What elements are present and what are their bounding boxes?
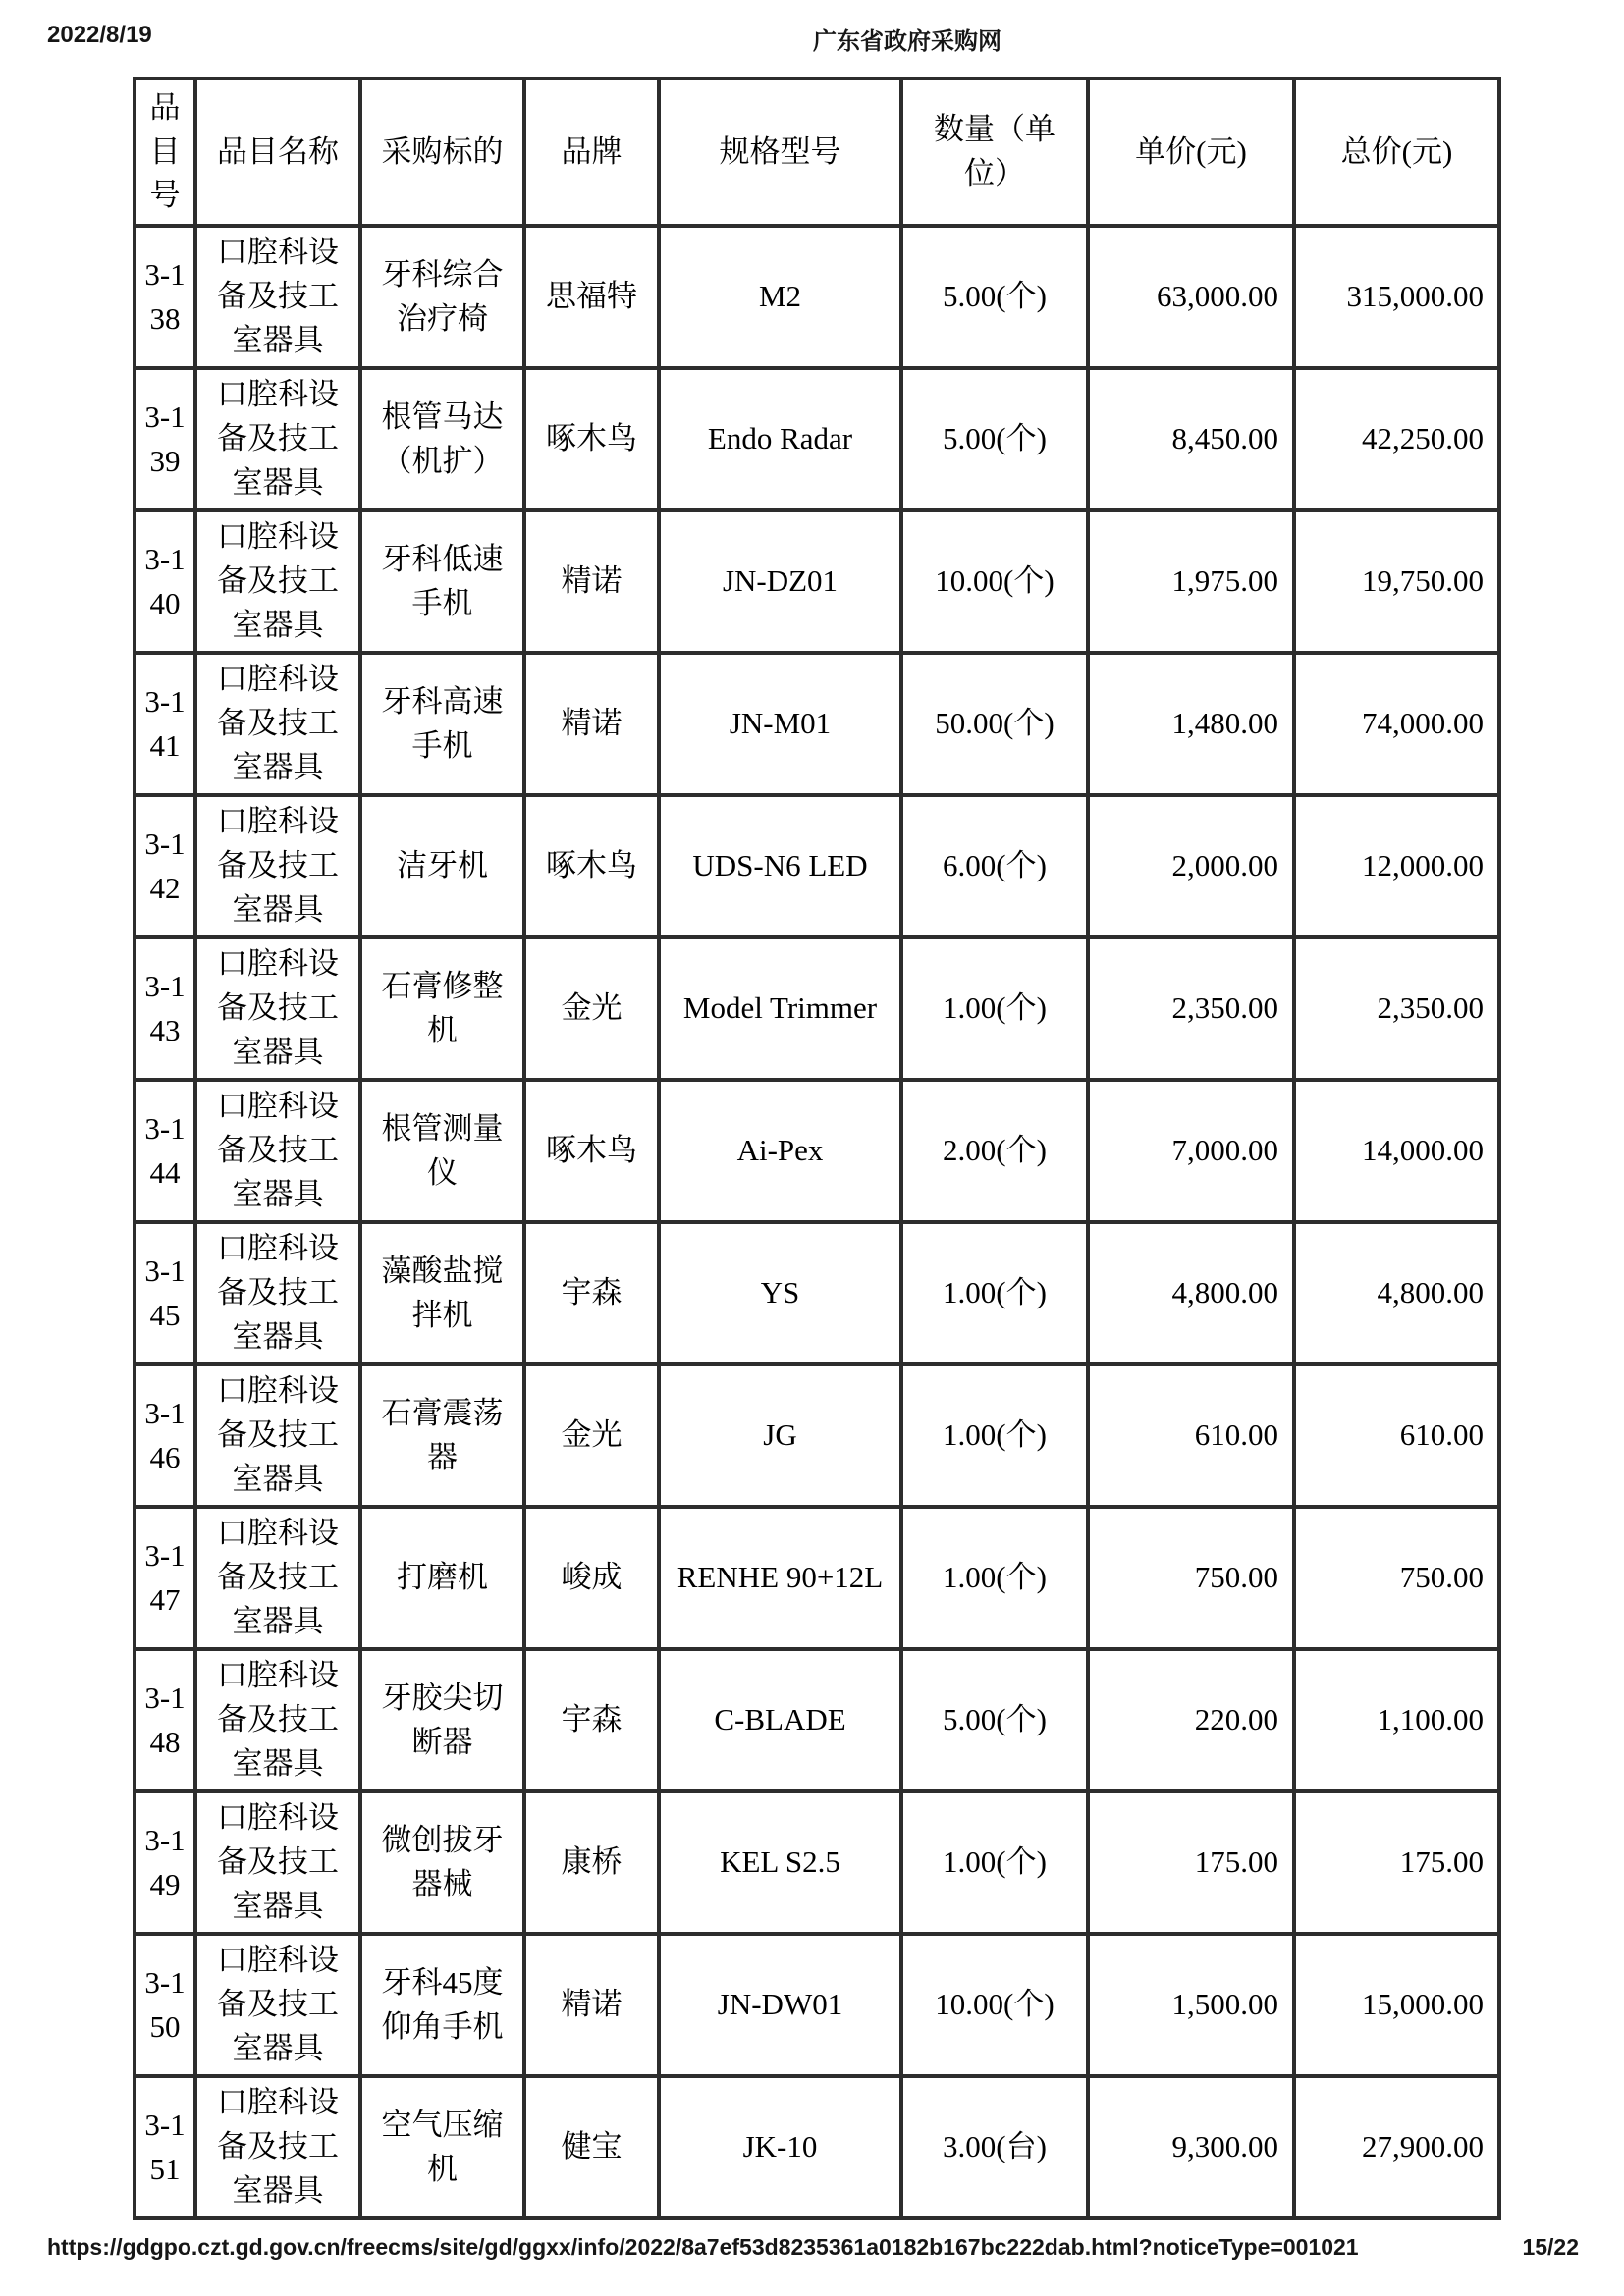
cell-brand: 金光 — [524, 937, 659, 1080]
table-row — [135, 653, 1499, 795]
table-row — [135, 1507, 1499, 1649]
cell-unit-price: 610.00 — [1088, 1364, 1294, 1507]
table-row — [135, 1791, 1499, 1934]
cell-total-price: 2,350.00 — [1294, 937, 1499, 1080]
cell-unit-price: 63,000.00 — [1088, 226, 1294, 368]
cell-brand: 啄木鸟 — [524, 1080, 659, 1222]
cell-spec-model: YS — [659, 1222, 901, 1364]
cell-unit-price: 750.00 — [1088, 1507, 1294, 1649]
table-row — [135, 1364, 1499, 1507]
cell-unit-price: 4,800.00 — [1088, 1222, 1294, 1364]
cell-item-name: 口腔科设备及技工室器具 — [195, 1934, 360, 2076]
table-row — [135, 1222, 1499, 1364]
cell-item-name: 口腔科设备及技工室器具 — [195, 1649, 360, 1791]
cell-total-price: 42,250.00 — [1294, 368, 1499, 510]
cell-brand: 啄木鸟 — [524, 368, 659, 510]
cell-quantity: 6.00(个) — [901, 795, 1088, 937]
header-cell-spec-model: 规格型号 — [659, 79, 901, 226]
page-title: 广东省政府采购网 — [813, 28, 1001, 55]
cell-unit-price: 1,480.00 — [1088, 653, 1294, 795]
cell-spec-model: M2 — [659, 226, 901, 368]
cell-procurement-target: 牙科低速手机 — [360, 510, 524, 653]
cell-procurement-target: 根管测量仪 — [360, 1080, 524, 1222]
cell-total-price: 750.00 — [1294, 1507, 1499, 1649]
cell-spec-model: JN-DW01 — [659, 1934, 901, 2076]
cell-brand: 健宝 — [524, 2076, 659, 2218]
cell-unit-price: 2,350.00 — [1088, 937, 1294, 1080]
footer-url: https://gdgpo.czt.gd.gov.cn/freecms/site/gd/ggxx/info/2022/8a7ef53d8235361a0182b167bc222dab.html?noticeType=001021 — [47, 2234, 1359, 2260]
header-cell-item-name: 品目名称 — [195, 79, 360, 226]
cell-quantity: 1.00(个) — [901, 1364, 1088, 1507]
table-row — [135, 510, 1499, 653]
cell-procurement-target: 牙科45度仰角手机 — [360, 1934, 524, 2076]
cell-total-price: 74,000.00 — [1294, 653, 1499, 795]
cell-procurement-target: 石膏修整机 — [360, 937, 524, 1080]
cell-item-name: 口腔科设备及技工室器具 — [195, 795, 360, 937]
cell-quantity: 5.00(个) — [901, 368, 1088, 510]
cell-total-price: 14,000.00 — [1294, 1080, 1499, 1222]
cell-total-price: 315,000.00 — [1294, 226, 1499, 368]
cell-item-no: 3-140 — [135, 510, 195, 653]
cell-brand: 金光 — [524, 1364, 659, 1507]
cell-total-price: 12,000.00 — [1294, 795, 1499, 937]
cell-brand: 峻成 — [524, 1507, 659, 1649]
cell-spec-model: KEL S2.5 — [659, 1791, 901, 1934]
cell-item-no: 3-143 — [135, 937, 195, 1080]
table-row — [135, 368, 1499, 510]
cell-item-name: 口腔科设备及技工室器具 — [195, 1507, 360, 1649]
footer-page-number: 15/22 — [1522, 2234, 1579, 2260]
cell-quantity: 3.00(台) — [901, 2076, 1088, 2218]
cell-brand: 精诺 — [524, 1934, 659, 2076]
cell-item-name: 口腔科设备及技工室器具 — [195, 1080, 360, 1222]
cell-procurement-target: 微创拔牙器械 — [360, 1791, 524, 1934]
cell-item-no: 3-147 — [135, 1507, 195, 1649]
cell-procurement-target: 牙胶尖切断器 — [360, 1649, 524, 1791]
cell-quantity: 50.00(个) — [901, 653, 1088, 795]
cell-spec-model: JK-10 — [659, 2076, 901, 2218]
table-row — [135, 795, 1499, 937]
header-cell-total-price: 总价(元) — [1294, 79, 1499, 226]
cell-spec-model: UDS-N6 LED — [659, 795, 901, 937]
table-body — [135, 226, 1499, 2218]
cell-spec-model: JG — [659, 1364, 901, 1507]
cell-spec-model: Endo Radar — [659, 368, 901, 510]
cell-brand: 康桥 — [524, 1791, 659, 1934]
cell-item-name: 口腔科设备及技工室器具 — [195, 1364, 360, 1507]
cell-item-name: 口腔科设备及技工室器具 — [195, 937, 360, 1080]
table-row — [135, 1080, 1499, 1222]
cell-quantity: 1.00(个) — [901, 937, 1088, 1080]
header-cell-item-no: 品目号 — [135, 79, 195, 226]
cell-quantity: 1.00(个) — [901, 1507, 1088, 1649]
cell-brand: 精诺 — [524, 653, 659, 795]
cell-unit-price: 220.00 — [1088, 1649, 1294, 1791]
cell-unit-price: 1,500.00 — [1088, 1934, 1294, 2076]
cell-quantity: 5.00(个) — [901, 226, 1088, 368]
cell-unit-price: 7,000.00 — [1088, 1080, 1294, 1222]
table-row — [135, 226, 1499, 368]
cell-item-no: 3-149 — [135, 1791, 195, 1934]
cell-quantity: 1.00(个) — [901, 1791, 1088, 1934]
cell-item-no: 3-141 — [135, 653, 195, 795]
cell-item-no: 3-148 — [135, 1649, 195, 1791]
cell-item-name: 口腔科设备及技工室器具 — [195, 2076, 360, 2218]
cell-item-no: 3-145 — [135, 1222, 195, 1364]
cell-unit-price: 1,975.00 — [1088, 510, 1294, 653]
cell-item-no: 3-142 — [135, 795, 195, 937]
cell-procurement-target: 石膏震荡器 — [360, 1364, 524, 1507]
cell-item-name: 口腔科设备及技工室器具 — [195, 1791, 360, 1934]
cell-item-no: 3-144 — [135, 1080, 195, 1222]
cell-brand: 思福特 — [524, 226, 659, 368]
cell-item-no: 3-151 — [135, 2076, 195, 2218]
cell-procurement-target: 藻酸盐搅拌机 — [360, 1222, 524, 1364]
cell-item-no: 3-138 — [135, 226, 195, 368]
print-header-date: 2022/8/19 — [47, 22, 152, 48]
cell-spec-model: RENHE 90+12L — [659, 1507, 901, 1649]
cell-spec-model: JN-M01 — [659, 653, 901, 795]
cell-item-no: 3-146 — [135, 1364, 195, 1507]
table-header-row — [135, 79, 1499, 226]
cell-total-price: 4,800.00 — [1294, 1222, 1499, 1364]
header-cell-brand: 品牌 — [524, 79, 659, 226]
cell-spec-model: Ai-Pex — [659, 1080, 901, 1222]
cell-item-name: 口腔科设备及技工室器具 — [195, 1222, 360, 1364]
cell-item-no: 3-150 — [135, 1934, 195, 2076]
cell-procurement-target: 根管马达（机扩） — [360, 368, 524, 510]
cell-brand: 宇森 — [524, 1222, 659, 1364]
cell-quantity: 10.00(个) — [901, 510, 1088, 653]
cell-procurement-target: 空气压缩机 — [360, 2076, 524, 2218]
cell-unit-price: 9,300.00 — [1088, 2076, 1294, 2218]
cell-item-no: 3-139 — [135, 368, 195, 510]
procurement-table — [133, 77, 1501, 2220]
cell-quantity: 10.00(个) — [901, 1934, 1088, 2076]
cell-unit-price: 175.00 — [1088, 1791, 1294, 1934]
cell-item-name: 口腔科设备及技工室器具 — [195, 226, 360, 368]
cell-spec-model: Model Trimmer — [659, 937, 901, 1080]
cell-procurement-target: 牙科综合治疗椅 — [360, 226, 524, 368]
cell-item-name: 口腔科设备及技工室器具 — [195, 653, 360, 795]
cell-spec-model: JN-DZ01 — [659, 510, 901, 653]
cell-brand: 精诺 — [524, 510, 659, 653]
cell-quantity: 2.00(个) — [901, 1080, 1088, 1222]
cell-total-price: 15,000.00 — [1294, 1934, 1499, 2076]
cell-unit-price: 2,000.00 — [1088, 795, 1294, 937]
cell-item-name: 口腔科设备及技工室器具 — [195, 368, 360, 510]
header-cell-procurement-target: 采购标的 — [360, 79, 524, 226]
cell-total-price: 27,900.00 — [1294, 2076, 1499, 2218]
cell-procurement-target: 打磨机 — [360, 1507, 524, 1649]
cell-spec-model: C-BLADE — [659, 1649, 901, 1791]
table-row — [135, 2076, 1499, 2218]
cell-quantity: 5.00(个) — [901, 1649, 1088, 1791]
cell-procurement-target: 洁牙机 — [360, 795, 524, 937]
table-row — [135, 937, 1499, 1080]
cell-total-price: 19,750.00 — [1294, 510, 1499, 653]
cell-total-price: 175.00 — [1294, 1791, 1499, 1934]
cell-quantity: 1.00(个) — [901, 1222, 1088, 1364]
table-row — [135, 1934, 1499, 2076]
cell-item-name: 口腔科设备及技工室器具 — [195, 510, 360, 653]
table-row — [135, 1649, 1499, 1791]
cell-unit-price: 8,450.00 — [1088, 368, 1294, 510]
header-cell-quantity: 数量（单位） — [901, 79, 1088, 226]
cell-total-price: 1,100.00 — [1294, 1649, 1499, 1791]
header-cell-unit-price: 单价(元) — [1088, 79, 1294, 226]
cell-total-price: 610.00 — [1294, 1364, 1499, 1507]
cell-brand: 啄木鸟 — [524, 795, 659, 937]
cell-brand: 宇森 — [524, 1649, 659, 1791]
cell-procurement-target: 牙科高速手机 — [360, 653, 524, 795]
